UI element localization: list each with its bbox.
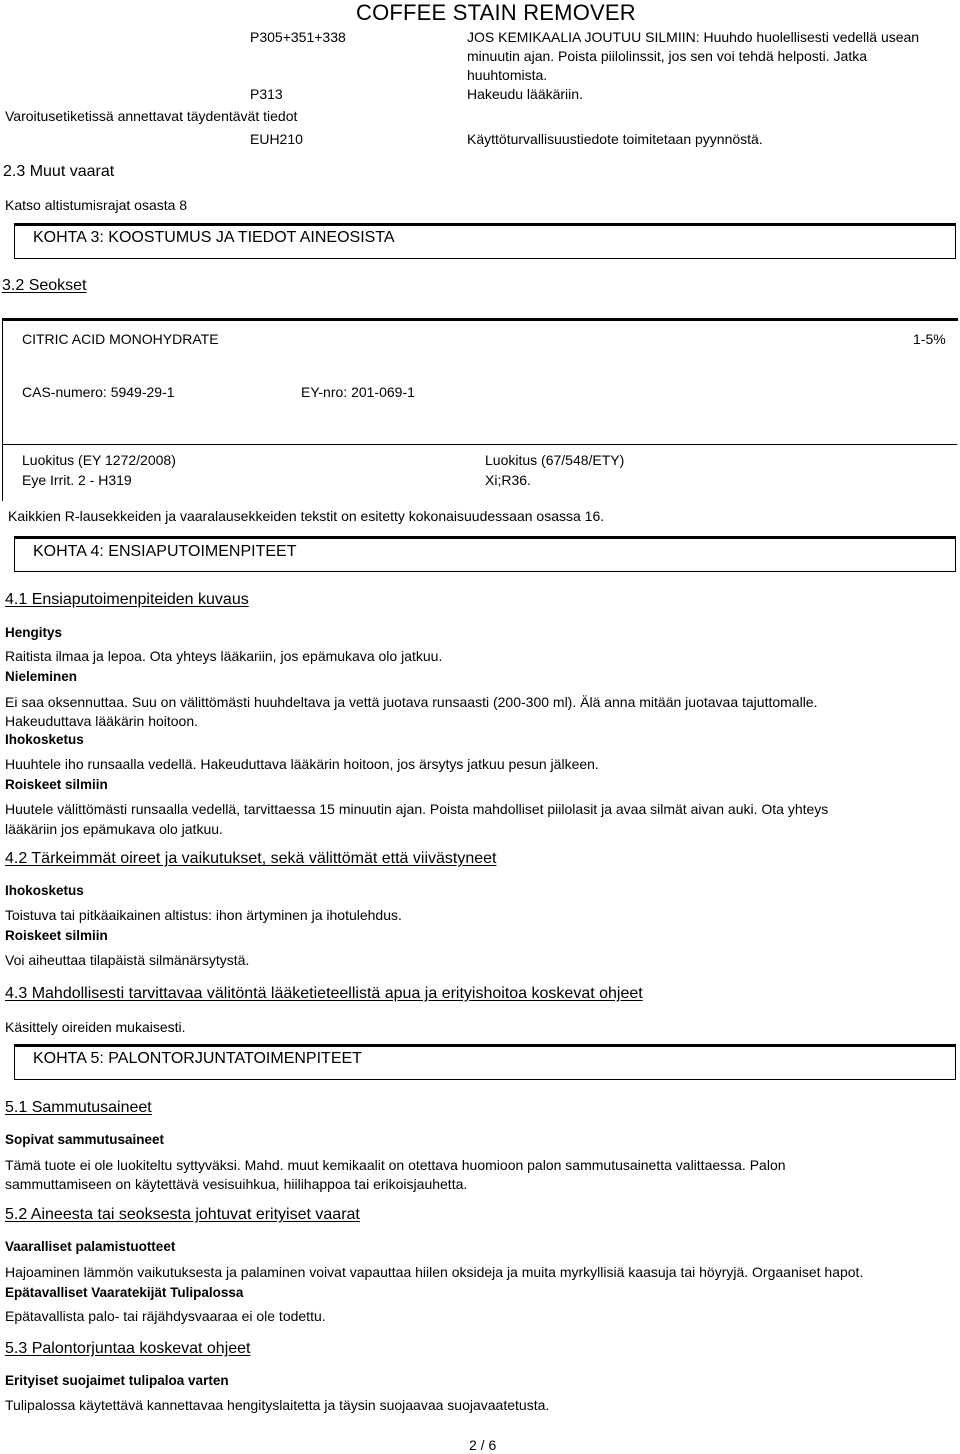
substance-name: CITRIC ACID MONOHYDRATE xyxy=(22,331,219,347)
section-3-title: KOHTA 3: KOOSTUMUS JA TIEDOT AINEOSISTA xyxy=(33,229,395,246)
s5-1-label: Sopivat sammutusaineet xyxy=(5,1132,165,1147)
section-4-title: KOHTA 4: ENSIAPUTOIMENPITEET xyxy=(33,543,297,560)
s4-1-ingestion-label: Nieleminen xyxy=(5,669,78,684)
s4-1-eye-label: Roiskeet silmiin xyxy=(5,777,108,792)
p305-text-line-3: huuhtomista. xyxy=(467,67,548,83)
s5-1-heading: 5.1 Sammutusaineet xyxy=(5,1099,152,1116)
s4-2-heading: 4.2 Tärkeimmät oireet ja vaikutukset, sekä välittömät että viivästyneet xyxy=(5,850,497,867)
code-p305: P305+351+338 xyxy=(250,29,346,45)
s4-3-heading: 4.3 Mahdollisesti tarvittavaa välitöntä lääketieteellistä apua ja erityishoitoa koskevat ohjeet xyxy=(5,985,643,1002)
s4-1-skin-text: Huuhtele iho runsaalla vedellä. Hakeuduttava lääkärin hoitoon, jos ärsytys jatkuu pesun jälkeen. xyxy=(5,756,599,772)
s5-2-text-1: Hajoaminen lämmön vaikutuksesta ja palaminen voivat vapauttaa hiilen oksideja ja muita myrkyllisiä kaasuja tai höyryjä. Orgaaniset hapot. xyxy=(5,1264,864,1280)
page-number: 2 / 6 xyxy=(469,1437,497,1453)
class-67-label: Luokitus (67/548/ETY) xyxy=(485,452,625,468)
s4-1-eye-line-1: Huutele välittömästi runsaalla vedellä, tarvittaessa 15 minuutin ajan. Poista mahdolliset piilolasit ja avaa silmät aivan auki. Ota yhteys xyxy=(5,801,829,817)
s5-2-heading: 5.2 Aineesta tai seoksesta johtuvat erityiset vaarat xyxy=(5,1206,360,1223)
s4-1-inhalation-text: Raitista ilmaa ja lepoa. Ota yhteys lääkariin, jos epämukava olo jatkuu. xyxy=(5,648,443,664)
s4-1-ingestion-line-1: Ei saa oksennuttaa. Suu on välittömästi huuhdeltava ja vettä juotava runsaasti (200-300 ml). Älä anna mitään juotavaa tajuttomalle. xyxy=(5,694,818,710)
s4-1-ingestion-line-2: Hakeuduttava lääkärin hoitoon. xyxy=(5,713,199,729)
section-5-title: KOHTA 5: PALONTORJUNTATOIMENPITEET xyxy=(33,1050,362,1067)
s5-3-text: Tulipalossa käytettävä kannettavaa hengityslaitetta ja täysin suojaavaa suojavaatetusta. xyxy=(5,1397,550,1413)
s4-1-inhalation-label: Hengitys xyxy=(5,625,63,640)
s4-1-skin-label: Ihokosketus xyxy=(5,732,84,747)
code-p313: P313 xyxy=(250,86,283,102)
class-67-value: Xi;R36. xyxy=(485,472,531,488)
code-euh210: EUH210 xyxy=(250,131,303,147)
supplementary-label: Varoitusetiketissä annettavat täydentävät tiedot xyxy=(5,108,298,124)
s4-2-skin-label: Ihokosketus xyxy=(5,883,84,898)
s2-3-text: Katso altistumisrajat osasta 8 xyxy=(5,197,188,213)
s4-1-heading: 4.1 Ensiaputoimenpiteiden kuvaus xyxy=(5,591,249,608)
s5-2-label-1: Vaaralliset palamistuotteet xyxy=(5,1239,176,1254)
substance-divider xyxy=(2,444,957,445)
s5-2-text-2: Epätavallista palo- tai räjähdysvaaraa ei ole todettu. xyxy=(5,1308,326,1324)
p305-text-line-2: minuutin ajan. Poista piilolinssit, jos sen voi tehdä helposti. Jatka xyxy=(467,48,867,64)
class-eu-value: Eye Irrit. 2 - H319 xyxy=(22,472,132,488)
document-title: COFFEE STAIN REMOVER xyxy=(356,0,636,25)
s5-3-label: Erityiset suojaimet tulipaloa varten xyxy=(5,1373,229,1388)
substance-cas: CAS-numero: 5949-29-1 xyxy=(22,384,175,400)
s5-2-label-2: Epätavalliset Vaaratekijät Tulipalossa xyxy=(5,1285,244,1300)
substance-ec: EY-nro: 201-069-1 xyxy=(301,384,415,400)
p305-text-line-1: JOS KEMIKAALIA JOUTUU SILMIIN: Huuhdo huolellisesti vedellä usean xyxy=(467,29,920,45)
s4-1-eye-line-2: lääkäriin jos epämukava olo jatkuu. xyxy=(5,821,223,837)
s3-2-heading: 3.2 Seokset xyxy=(2,277,87,294)
s5-1-text-line-1: Tämä tuote ei ole luokiteltu syttyväksi. Mahd. muut kemikaalit on otettava huomioon palon sammutusainetta valittaessa. Palon xyxy=(5,1157,786,1173)
substance-concentration: 1-5% xyxy=(913,331,946,347)
class-eu-label: Luokitus (EY 1272/2008) xyxy=(22,452,176,468)
section-3-note: Kaikkien R-lausekkeiden ja vaaralausekkeiden tekstit on esitetty kokonaisuudessaan osassa 16. xyxy=(8,508,605,524)
s4-3-text: Käsittely oireiden mukaisesti. xyxy=(5,1019,186,1035)
s4-2-eye-label: Roiskeet silmiin xyxy=(5,928,108,943)
s4-2-eye-text: Voi aiheuttaa tilapäistä silmänärsytystä. xyxy=(5,952,250,968)
s2-3-heading: 2.3 Muut vaarat xyxy=(3,163,115,180)
s4-2-skin-text: Toistuva tai pitkäaikainen altistus: ihon ärtyminen ja ihotulehdus. xyxy=(5,907,402,923)
euh210-text: Käyttöturvallisuustiedote toimitetaan pyynnöstä. xyxy=(467,131,763,147)
s5-3-heading: 5.3 Palontorjuntaa koskevat ohjeet xyxy=(5,1340,251,1357)
s5-1-text-line-2: sammuttamiseen on käytettävä vesisuihkua, hiilihappoa tai erikoisjauhetta. xyxy=(5,1176,468,1192)
p313-text: Hakeudu lääkäriin. xyxy=(467,86,583,102)
